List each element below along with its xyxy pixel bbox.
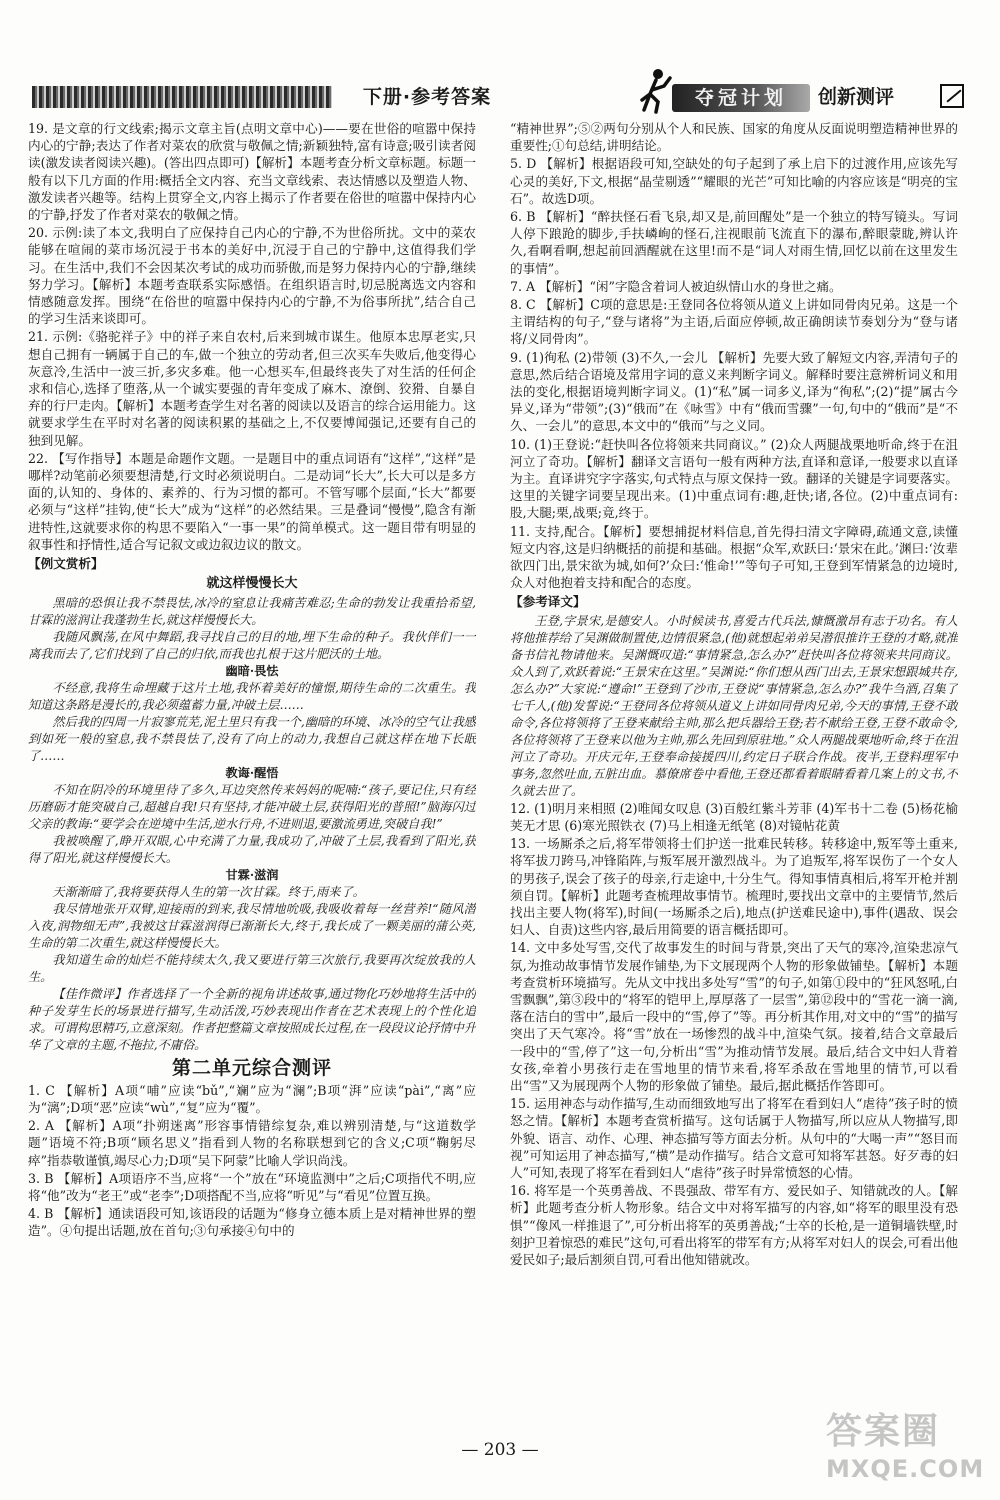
- answer-5: 5. D 【解析】根据语段可知,空缺处的句子起到了承上启下的过渡作用,应该先写心灵的美好,下文,根据“晶莹剔透”“耀眼的光芒”可知比喻的内容应该是“明亮的宝石”。故选D项。: [510, 156, 958, 206]
- answer-6: 6. B 【解析】“醉扶怪石看飞泉,却又是,前回醒处”是一个独立的特写镜头。写词人停下踉跄的脚步,手扶嶙峋的怪石,注视眼前飞流直下的瀑布,醉眼蒙眬,辨认许久,看啊看啊,想起前回酒醒就在这里!而不是“词人对雨生情,回忆以前在这里发生的事情”。: [510, 209, 958, 276]
- essay-section-heading: 甘霖·滋润: [225, 868, 279, 883]
- answer-14: 14. 文中多处写雪,交代了故事发生的时间与背景,突出了天气的寒冷,渲染悲凉气氛,为推动故事情节发展作铺垫,为下文展现两个人物的形象做铺垫。【解析】本题考查赏析环境描写。先从文中找出多处写“雪”的句子,如第①段中的“狂风怒吼,白雪飘飘”,第③段中的“将军的铠甲上,厚厚落了一层雪”,第⑫段中的“雪花一滴一滴,落在洁白的雪中”,最后一段中的“雪,停了”等。再分析其作用,对文中的“雪”的描写突出了天气寒冷。将“雪”放在一场惨烈的战斗中,渲染气氛。接着,结合文章最后一段中的“雪,停了”这一句,分析出“雪”为推动情节发展。最后,结合文中妇人背着女孩,牵着小男孩行走在雪地里的情节来看,将军杀敌在雪地里的情节,可以看出“雪”又为展现两个人物的形象做了铺垫。最后,据此概括作答即可。: [510, 940, 958, 1093]
- answer-11: 11. 支持,配合。【解析】要想捕捉材料信息,首先得扫清文字障碍,疏通文意,读懂短文内容,这是归纳概括的前提和基础。根据“众军,欢跃曰:‘景宋在此。’渊曰:‘汝辈欲四门出,景宋欲为城,如何?’众曰:‘惟命!’”等句子可知,王登到军情紧急的边境时,众人对他抱着支持和配合的态度。: [510, 523, 958, 591]
- answer-2: 2. A 【解析】A项“扑朔迷离”形容事情错综复杂,难以辨别清楚,与“这道数学题”语境不符;B项“顾名思义”指看到人物的名称联想到它的含义;C项“鞠躬尽瘁”指恭敬谨慎,竭尽心力;D项“吴下阿蒙”比喻人学识尚浅。: [28, 1118, 476, 1168]
- answer-9: 9. (1)徇私 (2)带领 (3)不久,一会儿 【解析】先要大致了解短文内容,弄清句子的意思,然后结合语境及常用字词的意义来判断字词义。解释时要注意辨析词义和用法的变化,根据语境判断字词义。(1)“私”属一词多义,译为“徇私”;(2)“提”属古今异义,译为“带领”;(3)“俄而”在《咏雪》中有“俄而雪骤”一句,句中的“俄而”是“不久、一会儿”的意思,本文中的“俄而”与之义同。: [510, 349, 958, 434]
- essay-paragraph: 天渐渐暗了,我将要获得人生的第一次甘霖。终于,雨来了。: [52, 885, 365, 900]
- site-watermark: [826, 1410, 996, 1496]
- answer-21: 21. 示例:《骆驼祥子》中的祥子来自农村,后来到城市谋生。他原本忠厚老实,只想自己拥有一辆属于自己的车,做一个独立的劳动者,但三次买车失败后,他变得心灰意冷,生活中一波三折,多灾多难。他一心想买车,但最终丧失了对生活的任何企求和信心,选择了堕落,从一个诚实要强的青年变成了麻木、潦倒、狡猾、自暴自弃的行尸走肉。【解析】本题考查学生对名著的阅读以及语言的综合运用能力。这就要求学生在平时对名著的阅读积累的基础之上,不仅要博闻强记,还要有自己的独到见解。: [28, 329, 476, 448]
- answer-10: 10. (1)王登说:“赶快叫各位将领来共同商议。” (2)众人两腿战栗地听命,终于在沮河立了奇功。【解析】翻译文言语句一般有两种方法,直译和意译,一般要求以直译为主。直译讲究字字落实,句式特点与原文保持一致。翻译的关键是字词要落实。这里的关键字词要呈现出来。(1)中重点词有:趣,赶快;诸,各位。(2)中重点词有:股,大腿;栗,战栗;竟,终于。: [510, 436, 958, 521]
- answer-20: 20. 示例:读了本文,我明白了应保持自己内心的宁静,不为世俗所扰。文中的菜农能够在喧闹的菜市场沉浸于书本的美好中,沉浸于自己的宁静中,这值得我们学习。在生活中,我们不会因某次考试的成功而骄傲,而是努力保持内心的宁静,继续努力学习。【解析】本题考查联系实际感悟。在组织语言时,切忌脱离选文内容和情感随意发挥。围绕“在俗世的喧嚣中保持内心的宁静,不为俗事所扰”,结合自己的学习生活来谈即可。: [28, 225, 476, 327]
- reference-translation: 王登,字景宋,是德安人。小时候读书,喜爱古代兵法,慷慨激昂有志于功名。有人将他推荐给了吴渊做制置使,边情很紧急,(他)就想起弟弟吴潜很推许王登的才略,就准备书信礼物请他来。吴渊慨叹道:“事情紧急,怎么办?”赶快叫各位将领来共同商议。众人到了,欢跃着说:“王景宋在这里。”吴渊说:“你们想从西门出去,王景宋想跟城共存,怎么办?”大家说:“遵命!”王登到了沙市,王登说“事情紧急,怎么办?”我牛刍酒,召集了七千人,(他)发誓说:“王登同各位将领从道义上讲如同骨肉兄弟,今天的事情,王登不敢命令,各位将领将了王登来献给主帅,那么把兵器给王登;若不献给王登,王登不敢命令,各位将领将了王登来以他为主帅,那么先回到原驻地。”众人两腿战栗地听命,终于在沮河立了奇功。开庆元年,王登奉命接援四川,约定日子联合作战。夜半,王登料理军中事务,忽然吐血,五脏出血。慕僚席卷中看他,王登还都看着眼睛看着几案上的文书,不久就去世了。: [510, 613, 958, 798]
- answer-22: 22. 【写作指导】本题是命题作文题。一是题目中的重点词语有“这样”,“这样”是哪样?动笔前必须要想清楚,行文时必须说明白。二是动词“长大”,长大可以是多方面的,认知的、身体的、素养的、行为习惯的都可。不管写哪个层面,“长大”都要必须与“这样”挂钩,使“长大”成为“这样”的必然结果。三是叠词“慢慢”,隐含有渐进特性,这就要求你的构思不要陷入“一事一果”的简单模式。这一题目带有明显的叙事性和抒情性,适合写记叙文或边叙边议的散文。: [28, 450, 476, 552]
- watermark-logo-text: 答案圈: [826, 1411, 941, 1452]
- answer-19: 19. 是文章的行文线索;揭示文章主旨(点明文章中心)——要在世俗的喧嚣中保持内心的宁静;表达了作者对菜农的欣赏与敬佩之情;新颖独特,富有诗意;吸引读者阅读(激发读者阅读兴趣)。(答出四点即可)【解析】本题考查分析文章标题。标题一般有以下几方面的作用:概括全文内容、充当文章线索、表达情感以及塑造人物、激发读者兴趣等。结构上贯穿全文,内容上揭示了作者要在俗世的喧嚣中保持内心的宁静,抒发了作者对菜农的敬佩之情。: [28, 121, 476, 223]
- answer-4: 4. B 【解析】通读语段可知,该语段的话题为“修身立德本质上是对精神世界的塑造”。④句提出话题,放在首句;③句承接④句中的: [28, 1206, 476, 1239]
- left-column: [28, 120, 476, 1438]
- answer-16: 16. 将军是一个英勇善战、不畏强敌、带军有方、爱民如子、知错就改的人。【解析】此题考查分析人物形象。结合文中对将军描写的内容,如“将军的眼里没有恐惧”“像风一样推退了”,可分析出将军的英勇善战;“士卒的长枪,是一道铜墙铁壁,时刻护卫着惊恐的难民”这句,可看出将军的带军有方;从将军对妇人的误会,可看出他爱民如子;最后割须自罚,可看出他知错就改。: [510, 1183, 958, 1267]
- essay-title: 就这样慢慢长大: [206, 576, 298, 592]
- example-essay-label: 【例文赏析】: [28, 556, 104, 572]
- essay-paragraph: 然后我的四周一片寂寥荒芜,泥土里只有我一个,幽暗的环境、冰冷的空气让我感到如死一般的窒息,我不禁畏怯了,没有了向上的动力,我想自己就这样在地下长眠了……: [28, 715, 476, 764]
- essay-paragraph: 不经意,我将生命埋藏于这片土地,我怀着美好的憧憬,期待生命的二次重生。我知道这条路是漫长的,我必须蕴蓄力量,冲破土层……: [28, 681, 476, 713]
- essay-section-heading: 幽暗·畏怯: [225, 664, 279, 679]
- essay-paragraph: 黑暗的恐惧让我不禁畏怯,冰冷的窒息让我痛苦难忍;生命的勃发让我重拾希望,甘霖的滋润让我蓬勃生长,就这样慢慢长大。: [28, 596, 476, 628]
- answer-13: 13. 一场厮杀之后,将军带领将士们护送一批难民转移。转移途中,叛军等土重来,将军拔刀跨马,冲锋陷阵,与叛军展开激烈战斗。为了追叛军,将军误伤了一个女人的男孩子,误会了孩子的母亲,行走途中,十分生气。得知事情真相后,将军开枪并割须自罚。【解析】此题考查梳理故事情节。梳理时,要找出文章中的主要情节,然后找出主要人物(将军),时间(一场厮杀之后),地点(护送难民途中),事件(遇敌、误会妇人、自责)这些内容,最后用简要的语言概括即可。: [510, 836, 958, 938]
- answer-1: 1. C 【解析】A项“哺”应读“bǔ”,“斓”应为“澜”;B项“湃”应读“pài”,“离”应为“漓”;D项“恶”应读“wù”,“复”应为“覆”。: [28, 1082, 476, 1115]
- page-number: — 203 —: [461, 1440, 539, 1460]
- essay-comment: 【佳作微评】作者选择了一个全新的视角讲述故事,通过物化巧妙地将生活中的种子发芽生长的场景进行描写,生动活泼,巧妙表现出作者在艺术表现上的个性化追求。可谓构思精巧,立意深刻。作者把整篇文章按照成长过程,在一段段议论抒情中升华了文章的主题,不拖拉,不庸俗。: [28, 987, 476, 1053]
- answer-15: 15. 运用神态与动作描写,生动而细致地写出了将军在看到妇人“虐待”孩子时的愤怒之情。【解析】本题考查赏析描写。这句话属于人物描写,所以应从人物描写,即外貌、语言、动作、心理、神态描写等方面去分析。从句中的“大喝一声”“怒目而视”可知运用了神态描写,“横”是动作描写。结合文意可知将军甚怒。好歹毒的妇人”可知,表现了将军在看到妇人“虐待”孩子时异常愤怒的心情。: [510, 1096, 958, 1180]
- answer-7: 7. A 【解析】“闲”字隐含着词人被迫纵情山水的身世之痛。: [510, 278, 842, 294]
- page-header: [32, 80, 972, 118]
- answer-12: 12. (1)明月来相照 (2)唯闻女叹息 (3)百般红紫斗芳菲 (4)军书十二卷 (5)杨花榆荚无才思 (6)寒光照铁衣 (7)马上相逢无纸笔 (8)对镜帖花黄: [510, 800, 958, 833]
- essay-paragraph: 我被唤醒了,睁开双眼,心中充满了力量,我成功了,冲破了土层,我看到了阳光,获得了阳光,就这样慢慢长大。: [28, 834, 476, 866]
- answer-3: 3. B 【解析】A项语序不当,应将“一个”放在“环境监测中”之后;C项指代不明,应将“他”改为“老王”或“老李”;D项搭配不当,应将“听见”与“看见”位置互换。: [28, 1170, 476, 1203]
- header-logo: 夺冠计划: [672, 84, 810, 112]
- essay-paragraph: 我尽情地张开双臂,迎接雨的到来,我尽情地吮吸,我吸收着每一丝营养!“随风潜入夜,润物细无声”,我被这甘霖滋润得已渐渐长大,终于,我长成了一颗美丽的蒲公英,生命的第二次重生,就这样慢慢长大。: [28, 902, 476, 951]
- watermark-url: MXQE.COM: [826, 1455, 985, 1483]
- essay-paragraph: 不知在阴冷的环境里待了多久,耳边突然传来妈妈的呢喃:“孩子,要记住,只有经历磨砺才能突破自己,超越自我!只有坚持,才能冲破土层,获得阳光的普照!”脑海闪过父亲的教诲:“要学会在逆境中生活,逆水行舟,不进则退,要激流勇进,突破自我!”: [28, 783, 476, 832]
- unit-test-title: 第二单元综合测评: [171, 1057, 332, 1080]
- header-title: 下册·参考答案: [332, 82, 522, 112]
- corner-mark-icon: [940, 84, 964, 108]
- translation-label: 【参考译文】: [510, 594, 586, 610]
- example-essay: [28, 595, 476, 1054]
- essay-paragraph: 我随风飘荡,在风中舞蹈,我寻找自己的目的地,埋下生命的种子。我伙伴们一一离我而去了,它们找到了自己的归依,而我也扎根于这片肥沃的土地。: [28, 630, 476, 662]
- essay-paragraph: 我知道生命的灿烂不能持续太久,我又要进行第三次旅行,我要再次绽放我的人生。: [28, 953, 476, 985]
- runner-figure-icon: [636, 66, 676, 114]
- answer-4-continued: “精神世界”;⑤②两句分别从个人和民族、国家的角度从反面说明塑造精神世界的重要性;①句总结,讲明结论。: [510, 121, 958, 154]
- essay-section-heading: 教诲·醒悟: [225, 766, 279, 781]
- answer-8: 8. C 【解析】C项的意思是:王登同各位将领从道义上讲如同骨肉兄弟。这是一个主谓结构的句子,“登与诸将”为主语,后面应停顿,故正确朗读节奏划分为“登与诸将/义同骨肉”。: [510, 297, 958, 347]
- header-series-title: 创新测评: [818, 86, 895, 108]
- right-column: [510, 120, 958, 1438]
